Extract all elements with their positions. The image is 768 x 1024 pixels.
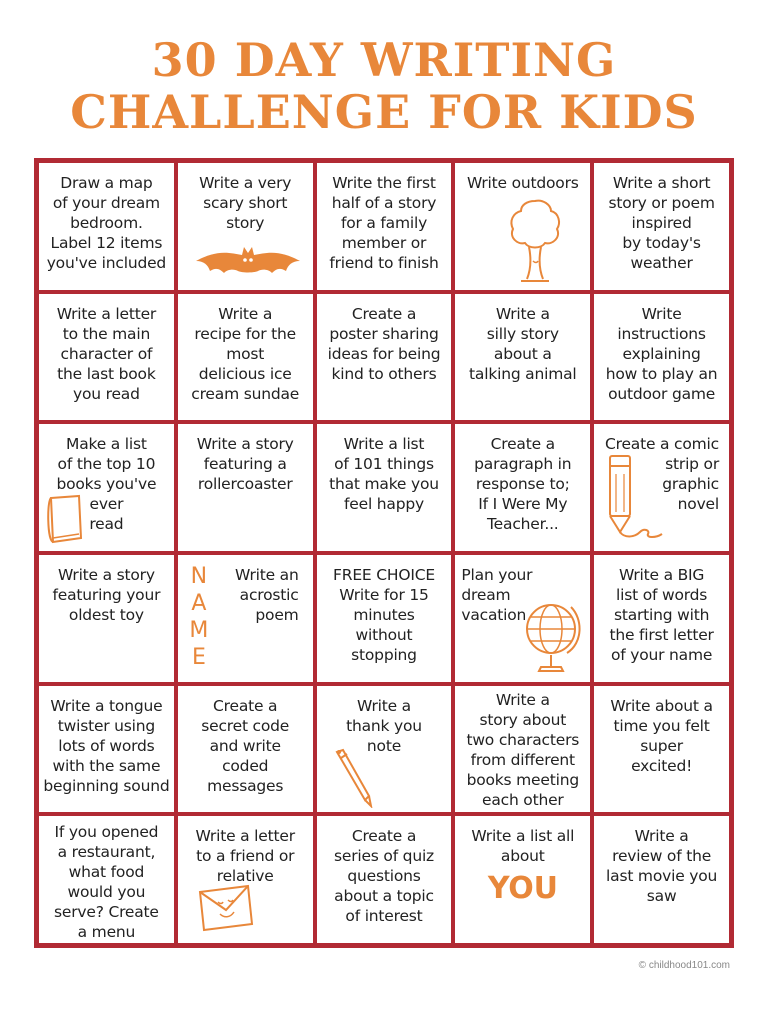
challenge-text: FREE CHOICE Write for 15 minutes without stopping bbox=[333, 566, 435, 664]
challenge-cell-18 bbox=[315, 553, 454, 684]
challenge-cell-8 bbox=[315, 292, 454, 423]
challenge-text: Make a list of the top 10 books you've ever read bbox=[56, 435, 157, 534]
challenge-text: Write a recipe for the most delicious ice cream sundae bbox=[191, 304, 300, 403]
challenge-cell-22 bbox=[176, 684, 315, 815]
name-acrostic-letters bbox=[188, 563, 210, 671]
challenge-cell-11 bbox=[37, 422, 176, 553]
challenge-cell-5 bbox=[592, 161, 731, 292]
challenge-text: Write about a time you felt super excited! bbox=[610, 696, 713, 775]
challenge-text: Plan your dream vacation bbox=[461, 566, 533, 624]
challenge-text: Write a very scary short story bbox=[199, 174, 292, 232]
challenge-cell-26 bbox=[37, 814, 176, 945]
challenge-text: Create a secret code and write coded messages bbox=[201, 696, 290, 795]
pencil-icon bbox=[604, 452, 668, 544]
challenge-cell-16 bbox=[37, 553, 176, 684]
challenge-text: Write the first half of a story for a family member or friend to finish bbox=[329, 174, 439, 272]
challenge-text: Write a story about two characters from different books meeting each other bbox=[466, 690, 580, 809]
challenge-text: Write a short story or poem inspired by today's weather bbox=[608, 174, 715, 272]
challenge-cell-21 bbox=[37, 684, 176, 815]
challenge-grid bbox=[34, 158, 734, 948]
challenge-cell-9 bbox=[453, 292, 592, 423]
challenge-cell-1 bbox=[37, 161, 176, 292]
challenge-cell-29 bbox=[453, 814, 592, 945]
challenge-text: Create a poster sharing ideas for being kind to others bbox=[327, 304, 441, 383]
challenge-cell-13 bbox=[315, 422, 454, 553]
challenge-cell-6 bbox=[37, 292, 176, 423]
challenge-cell-10 bbox=[592, 292, 731, 423]
envelope-icon bbox=[194, 884, 256, 934]
challenge-cell-4 bbox=[453, 161, 592, 292]
challenge-text: Write an acrostic poem bbox=[235, 566, 299, 624]
acrostic-letter: E bbox=[191, 645, 206, 670]
challenge-text: Write a silly story about a talking animal bbox=[469, 304, 577, 383]
challenge-cell-14 bbox=[453, 422, 592, 553]
challenge-cell-7 bbox=[176, 292, 315, 423]
challenge-text: Write a story featuring your oldest toy bbox=[52, 566, 161, 624]
challenge-text: Write a letter to a friend or relative bbox=[195, 827, 295, 886]
challenge-cell-15 bbox=[592, 422, 731, 553]
acrostic-letter: N bbox=[190, 564, 207, 589]
challenge-cell-27 bbox=[176, 814, 315, 945]
challenge-cell-30 bbox=[592, 814, 731, 945]
challenge-text: Write a review of the last movie you saw bbox=[606, 827, 718, 906]
title-line-2: CHALLENGE FOR KIDS bbox=[70, 85, 698, 139]
challenge-text: Create a comic strip or graphic novel bbox=[605, 435, 719, 514]
pen-icon bbox=[331, 748, 377, 808]
challenge-text: Write a list of 101 things that make you feel happy bbox=[329, 435, 439, 514]
you-highlight: YOU bbox=[487, 871, 558, 907]
challenge-text: Write outdoors bbox=[466, 174, 579, 192]
title-line-1: 30 DAY WRITING bbox=[151, 33, 617, 87]
challenge-text: Write instructions explaining how to play an outdoor game bbox=[605, 304, 718, 403]
challenge-text: Write a BIG list of words starting with the first letter of your name bbox=[609, 566, 714, 664]
challenge-text: Write a thank you note bbox=[346, 696, 422, 755]
challenge-cell-28 bbox=[315, 814, 454, 945]
challenge-text: Create a series of quiz questions about a topic of interest bbox=[333, 827, 434, 926]
copyright-footer: © childhood101.com bbox=[638, 960, 730, 971]
challenge-cell-12 bbox=[176, 422, 315, 553]
challenge-text: Write a story featuring a rollercoaster bbox=[196, 435, 294, 494]
tree-icon bbox=[507, 197, 563, 283]
challenge-text: Write a list all about bbox=[471, 827, 575, 866]
page-title bbox=[0, 34, 768, 138]
challenge-text: Write a tongue twister using lots of words with the same beginning sound bbox=[43, 696, 170, 795]
challenge-cell-23 bbox=[315, 684, 454, 815]
challenge-text: Draw a map of your dream bedroom. Label 12 items you've included bbox=[46, 174, 167, 272]
challenge-cell-20 bbox=[592, 553, 731, 684]
book-icon bbox=[45, 494, 85, 546]
challenge-cell-3 bbox=[315, 161, 454, 292]
globe-icon bbox=[521, 597, 585, 677]
acrostic-letter: M bbox=[189, 618, 209, 643]
challenge-cell-24 bbox=[453, 684, 592, 815]
challenge-text: If you opened a restaurant, what food would you serve? Create a menu bbox=[54, 823, 159, 942]
challenge-cell-19 bbox=[453, 553, 592, 684]
challenge-cell-25 bbox=[592, 684, 731, 815]
acrostic-letter: A bbox=[191, 591, 207, 616]
challenge-text: Write a letter to the main character of the last book you read bbox=[56, 304, 157, 403]
challenge-text: Create a paragraph in response to; If I Were My Teacher... bbox=[474, 435, 572, 534]
challenge-cell-2 bbox=[176, 161, 315, 292]
bat-icon bbox=[196, 247, 300, 281]
challenge-cell-17 bbox=[176, 553, 315, 684]
